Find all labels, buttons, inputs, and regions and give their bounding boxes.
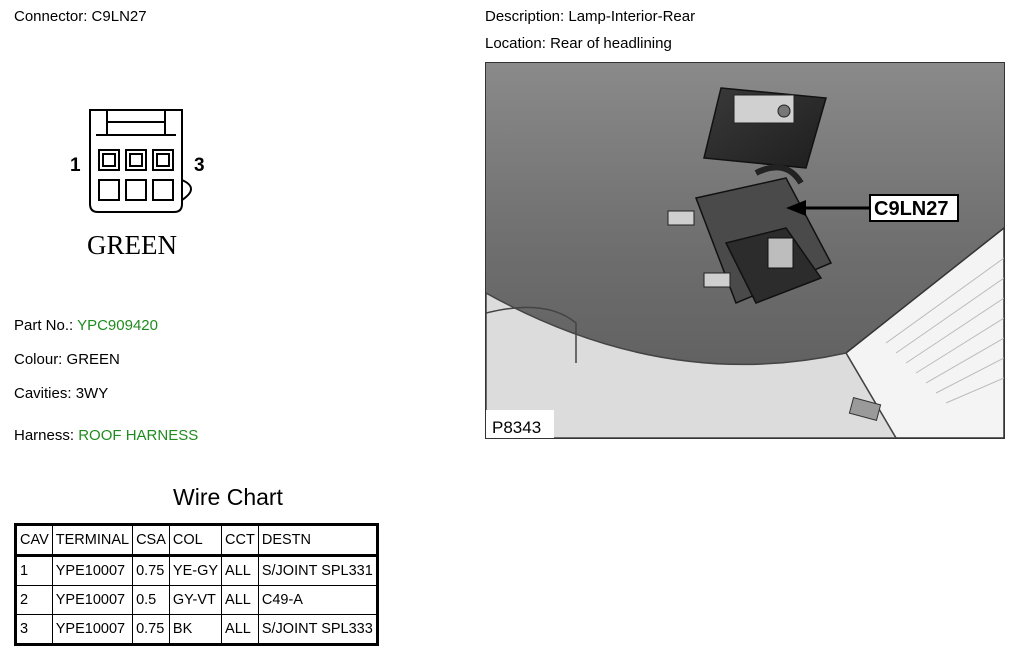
connector-face-diagram [60,100,230,270]
description-line [485,8,695,25]
col-header-col: COL [169,525,221,556]
harness-line [14,427,198,444]
part-no-label: Part No.: [14,317,74,334]
cell-col: GY-VT [169,586,221,615]
cell-terminal: YPE10007 [52,586,132,615]
description-label: Description: [485,8,565,25]
location-value: Rear of headlining [550,35,672,52]
colour-label: Colour: [14,351,63,368]
cell-terminal: YPE10007 [52,556,132,586]
cell-destn: S/JOINT SPL331 [258,556,377,586]
cell-col: BK [169,615,221,645]
harness-link[interactable]: ROOF HARNESS [78,427,199,444]
cell-cav: 2 [16,586,53,615]
table-row [16,615,378,645]
wire-chart-table [14,523,379,646]
cell-csa: 0.5 [133,586,170,615]
cell-cct: ALL [222,615,259,645]
wire-chart-header-row [16,525,378,556]
description-value: Lamp-Interior-Rear [568,8,696,25]
part-no-line [14,317,158,334]
pin-3-label: 3 [194,155,205,176]
cell-cav: 1 [16,556,53,586]
cell-destn: S/JOINT SPL333 [258,615,377,645]
table-row [16,586,378,615]
cell-col: YE-GY [169,556,221,586]
table-row [16,556,378,586]
photo-callout-label: C9LN27 [874,198,949,220]
cell-terminal: YPE10007 [52,615,132,645]
connector-line [14,8,147,25]
cell-cct: ALL [222,556,259,586]
connector-value: C9LN27 [91,8,147,25]
cell-cct: ALL [222,586,259,615]
location-photo [485,62,1005,439]
diagram-colour-caption: GREEN [87,230,177,260]
location-line [485,35,672,52]
harness-label: Harness: [14,427,75,444]
cell-cav: 3 [16,615,53,645]
col-header-csa: CSA [133,525,170,556]
colour-line [14,351,120,368]
cavities-label: Cavities: [14,385,72,402]
col-header-cav: CAV [16,525,53,556]
pin-1-label: 1 [70,155,81,176]
cavities-value: 3WY [75,385,109,402]
photo-ref-label: P8343 [492,418,542,437]
colour-value: GREEN [66,351,120,368]
wire-chart-title: Wire Chart [173,484,283,510]
cell-csa: 0.75 [133,615,170,645]
cell-destn: C49-A [258,586,377,615]
part-no-link[interactable]: YPC909420 [77,317,158,334]
col-header-cct: CCT [222,525,259,556]
col-header-destn: DESTN [258,525,377,556]
cavities-line [14,385,108,402]
location-label: Location: [485,35,546,52]
cell-csa: 0.75 [133,556,170,586]
col-header-terminal: TERMINAL [52,525,132,556]
connector-label: Connector: [14,8,88,25]
